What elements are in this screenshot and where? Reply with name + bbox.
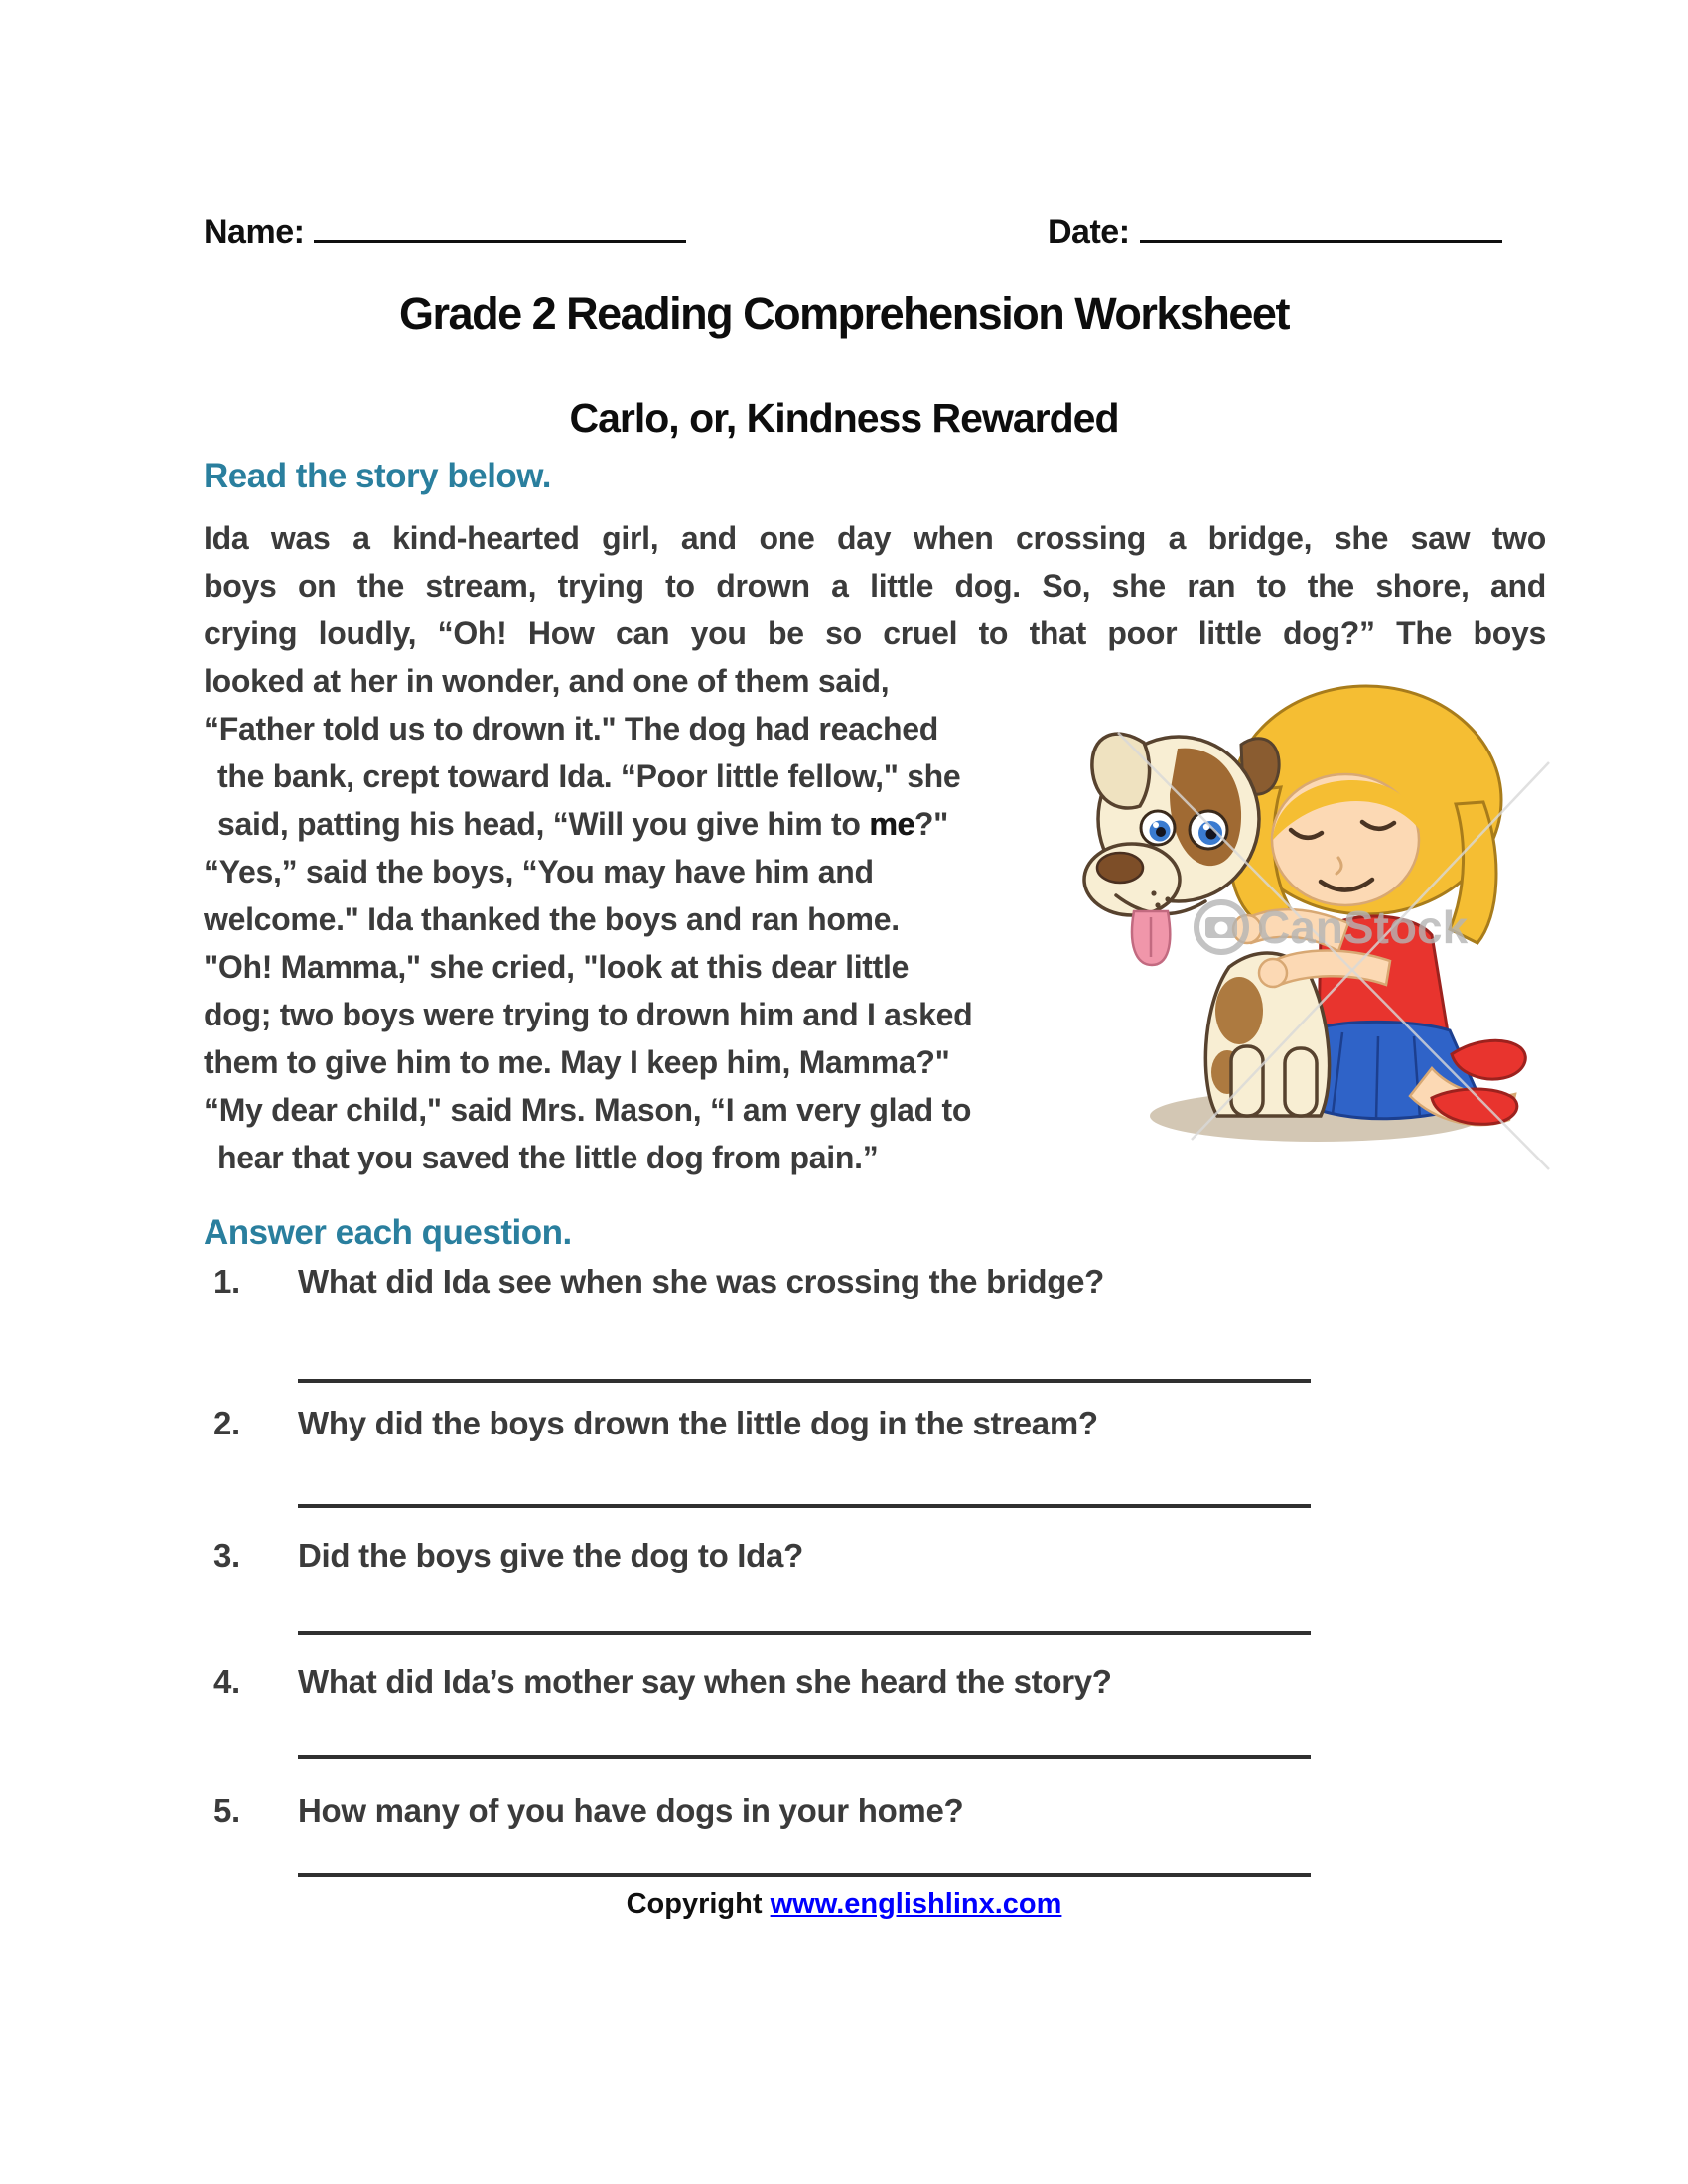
story-line: welcome." Ida thanked the boys and ran home. [204, 901, 900, 937]
question-item [204, 1663, 1112, 1701]
name-blank-line [314, 210, 686, 243]
story-line: “Yes,” said the boys, “You may have him and [204, 854, 874, 889]
question-text: Why did the boys drown the little dog in the stream? [298, 1405, 1098, 1441]
story-line: looked at her in wonder, and one of them said, [204, 663, 890, 699]
story-line: hear that you saved the little dog from pain.” [217, 1140, 879, 1175]
story-line: “Father told us to drown it." The dog had reached [204, 711, 939, 747]
date-blank-line [1140, 210, 1502, 243]
story-line: crying loudly, “Oh! How can you be so cruel to that poor little dog?” The boys [204, 615, 1546, 651]
question-text: How many of you have dogs in your home? [298, 1792, 964, 1829]
name-field [204, 210, 686, 252]
story-line: Ida was a kind-hearted girl, and one day when crossing a bridge, she saw two [204, 520, 1546, 556]
question-item [204, 1792, 963, 1830]
date-field [1048, 210, 1502, 252]
story-line: dog; two boys were trying to drown him and I asked [204, 997, 973, 1032]
question-item [204, 1537, 803, 1574]
question-text: What did Ida see when she was crossing the bridge? [298, 1263, 1104, 1299]
question-number: 1. [213, 1263, 240, 1299]
story-line: them to give him to me. May I keep him, Mamma?" [204, 1044, 950, 1080]
copyright-footer [0, 1888, 1688, 1921]
story-emphasis-me: me [869, 806, 914, 842]
story-line: “My dear child," said Mrs. Mason, “I am very glad to [204, 1092, 972, 1128]
answer-blank-line [298, 1631, 1311, 1635]
question-item [204, 1405, 1098, 1442]
watermark-text: CanStock [1257, 901, 1469, 953]
englishlinx-link[interactable]: www.englishlinx.com [770, 1888, 1062, 1920]
name-label: Name: [204, 213, 305, 251]
story-line-part: ?" [914, 806, 948, 842]
answer-blank-line [298, 1504, 1311, 1508]
page-title: Grade 2 Reading Comprehension Worksheet [399, 288, 1289, 339]
question-item [204, 1263, 1104, 1300]
question-text: What did Ida’s mother say when she heard the story? [298, 1663, 1112, 1700]
answer-blank-line [298, 1755, 1311, 1759]
girl-hugging-dog-illustration [1082, 673, 1579, 1184]
answer-blank-line [298, 1379, 1311, 1383]
story-line-part: said, patting his head, “Will you give him to [217, 806, 870, 842]
copyright-label: Copyright [626, 1888, 771, 1920]
story-line: "Oh! Mamma," she cried, "look at this dear little [204, 949, 910, 985]
question-number: 5. [213, 1792, 240, 1829]
story-line [204, 800, 948, 848]
story-title: Carlo, or, Kindness Rewarded [569, 395, 1119, 441]
answer-blank-line [298, 1873, 1311, 1877]
story-line: the bank, crept toward Ida. “Poor little fellow," she [217, 758, 961, 794]
question-number: 2. [213, 1405, 240, 1441]
story-line: boys on the stream, trying to drown a little dog. So, she ran to the shore, and [204, 568, 1546, 604]
answer-instruction: Answer each question. [204, 1213, 572, 1252]
read-instruction: Read the story below. [204, 457, 551, 495]
question-text: Did the boys give the dog to Ida? [298, 1537, 803, 1573]
question-number: 3. [213, 1537, 240, 1573]
date-label: Date: [1048, 213, 1130, 251]
girl-dog-svg [1082, 673, 1579, 1184]
question-number: 4. [213, 1663, 240, 1700]
